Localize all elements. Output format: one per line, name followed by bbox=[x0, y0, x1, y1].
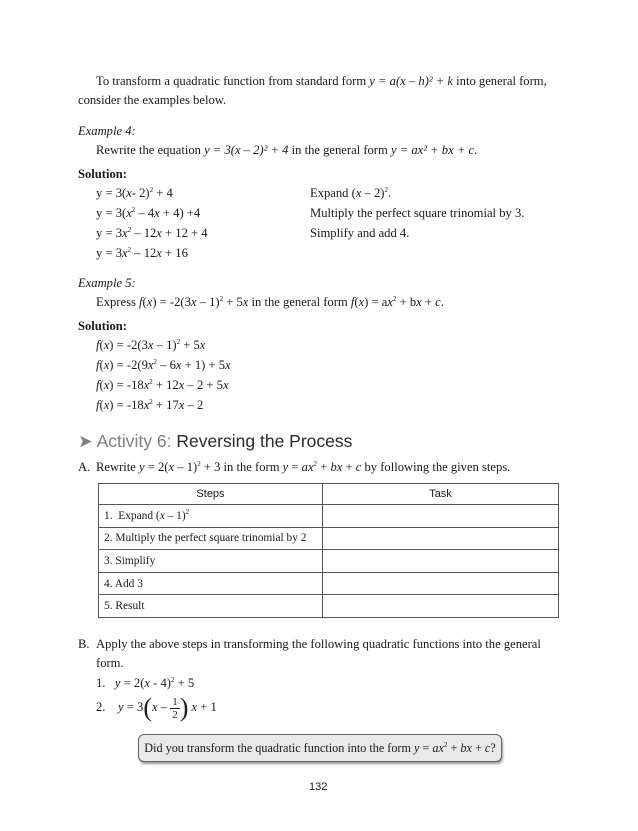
general-form-formula: y = ax² + bx + c bbox=[390, 143, 475, 157]
step-cell: 2. Multiply the perfect square trinomial by 2 bbox=[99, 527, 323, 550]
example-5-step-4: $f(x) = -18x^2 + 17x - 2$ bbox=[96, 398, 204, 412]
task-cell[interactable] bbox=[323, 550, 559, 573]
example-4-step-3-eq: $y = 3x^2 - 12x + 12 + 4$ bbox=[96, 226, 208, 240]
example-4-task: Rewrite the equation y = 3(x – 2)² + 4 in the general form y = ax² + bx + c. bbox=[96, 143, 478, 157]
table-row bbox=[99, 595, 559, 618]
table-row bbox=[99, 550, 559, 573]
example-4-step-3-note: Simplify and add 4. bbox=[310, 226, 410, 240]
part-b-line-1: Apply the above steps in transforming the following quadratic functions into the general bbox=[96, 637, 541, 651]
example-5-label: Example 5: bbox=[78, 276, 136, 290]
page-number: 132 bbox=[309, 781, 328, 793]
example-4-step-2-eq: $y = 3(x^2 - 4x + 4) +4$ bbox=[96, 206, 201, 220]
intro-text: into general form, bbox=[453, 74, 547, 88]
activity-heading bbox=[78, 431, 352, 452]
step-cell: 3. Simplify bbox=[99, 550, 323, 573]
task-cell[interactable] bbox=[323, 572, 559, 595]
task-cell[interactable] bbox=[323, 527, 559, 550]
fraction-one-half: $\frac{1}{2}$ bbox=[172, 695, 178, 721]
header-steps: Steps bbox=[99, 484, 323, 505]
activity-label: Activity 6: bbox=[96, 431, 177, 451]
part-b-line-2: form. bbox=[96, 656, 124, 670]
table-row bbox=[99, 572, 559, 595]
part-b-item-1: 1. y = 2(x - 4)$^2$ + 5 bbox=[96, 676, 195, 690]
intro-text: To transform a quadratic function from standard form bbox=[96, 74, 370, 88]
example-4-step-2-note: Multiply the perfect square trinomial by 3. bbox=[310, 206, 525, 220]
step-cell: 4. Add 3 bbox=[99, 572, 323, 595]
table-header-row bbox=[99, 484, 559, 505]
part-a-instruction: Rewrite y = 2(x – 1)$^2$ + 3 in the form $y = ax^2$ + bx + c by following the given steps. bbox=[96, 460, 511, 474]
example-5-step-2: $f(x) = -2(9x^2 - 6x + 1) + 5x$ bbox=[96, 358, 231, 372]
activity-title: Reversing the Process bbox=[176, 431, 353, 451]
steps-table bbox=[98, 483, 559, 618]
intro-line-2: consider the examples below. bbox=[78, 93, 227, 107]
part-a-letter: A. bbox=[78, 460, 91, 474]
example-5-step-1: f(x) = -2(3x – 1)$^2$ + 5x bbox=[96, 338, 206, 352]
task-cell[interactable] bbox=[323, 595, 559, 618]
example-4-solution-label: Solution: bbox=[78, 167, 127, 181]
reflection-note: Did you transform the quadratic function into the form $y = ax^2$ + bx + c? bbox=[138, 734, 502, 762]
example-5-step-3: $f(x) = -18x^2 + 12x - 2 + 5x$ bbox=[96, 378, 229, 392]
step-cell: 1. Expand (x – 1)$^2$ bbox=[99, 505, 323, 528]
task-cell[interactable] bbox=[323, 505, 559, 528]
part-b-letter: B. bbox=[78, 637, 90, 651]
table-row bbox=[99, 505, 559, 528]
part-b-item-2: 2. y = 3(x – $\frac{1}{2}$ ) x + 1 bbox=[96, 693, 217, 723]
arrow-right-icon: ➤ bbox=[78, 431, 93, 451]
example-5-solution-label: Solution: bbox=[78, 319, 127, 333]
intro-line-1 bbox=[96, 74, 547, 89]
example-5-task: Express f(x) = -2(3x – 1)$^2$ + 5x in the general form $f(x) = ax^2$ + bx + c. bbox=[96, 295, 444, 309]
example-4-label: Example 4: bbox=[78, 124, 136, 138]
step-cell: 5. Result bbox=[99, 595, 323, 618]
standard-form-formula: y = a(x – h)² + k bbox=[369, 74, 454, 88]
header-task: Task bbox=[323, 484, 559, 505]
table-row bbox=[99, 527, 559, 550]
example-4-step-1-eq: y = 3(x- 2)$^2$ + 4 bbox=[96, 186, 173, 200]
example-4-step-1-note: Expand (x – 2)$^2$. bbox=[310, 186, 392, 200]
example-4-equation: y = 3(x – 2)² + 4 bbox=[204, 143, 289, 157]
example-4-step-4-eq: $y = 3x^2 - 12x + 16$ bbox=[96, 246, 188, 260]
